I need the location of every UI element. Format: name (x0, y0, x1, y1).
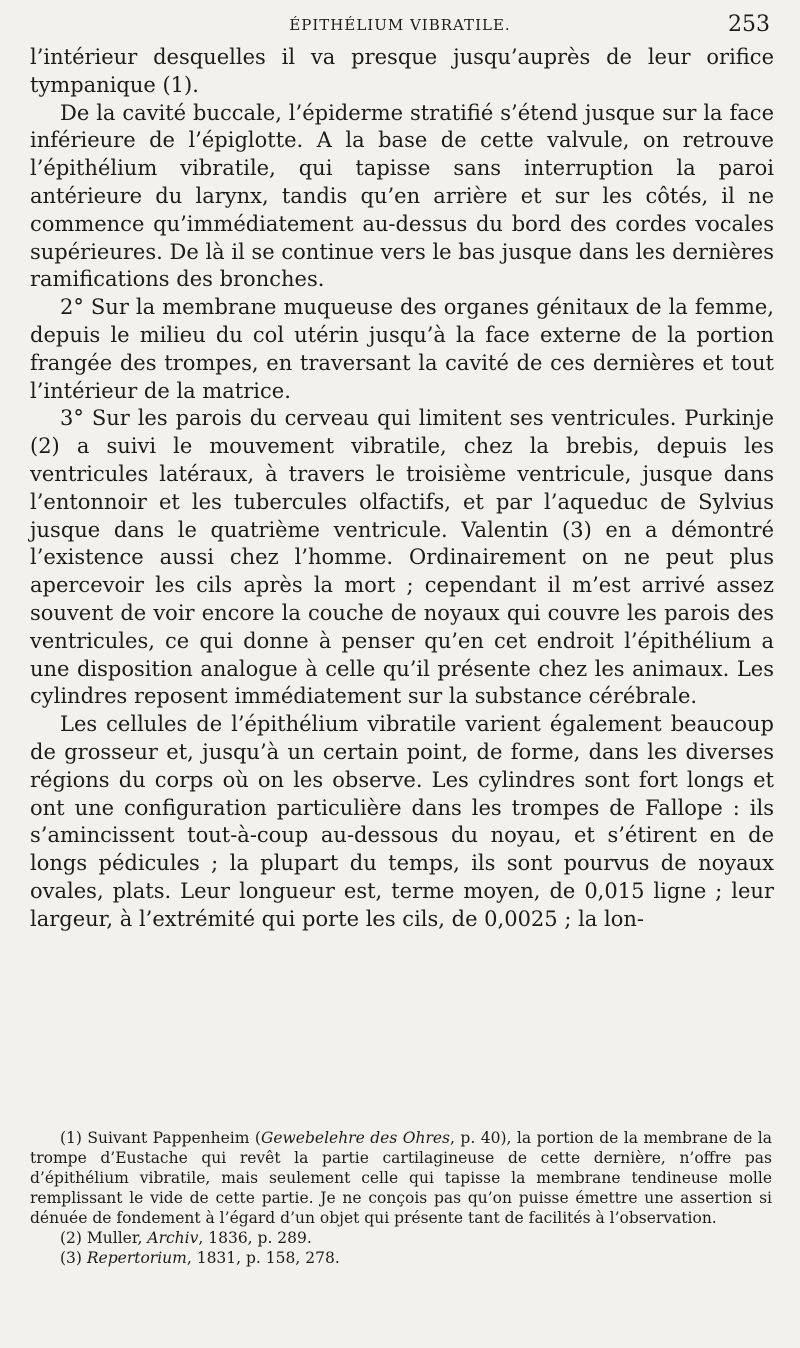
footnote (30, 1228, 772, 1248)
paragraph: De la cavité buccale, l’épiderme stratifié s’étend jusque sur la face inférieure de l’épiglotte. A la base de cette valvule, on retrouve l’épithélium vibratile, qui tapisse sans interruption la paroi antérieure du larynx, tandis qu’en arrière et sur les côtés, il ne commence qu’immédiatement au-dessus du bord des cordes vocales supérieures. De là il se continue vers le bas jusque dans les dernières ramifications des bronches. (30, 100, 774, 292)
citation-title: Archiv (147, 1229, 199, 1247)
paragraph: 2° Sur la membrane muqueuse des organes génitaux de la femme, depuis le milieu du col utérin jusqu’à la face externe de la portion frangée des trompes, en traversant la cavité de ces dernières et tout l’intérieur de la matrice. (30, 295, 774, 403)
footnote-text: (3) (60, 1249, 87, 1267)
paragraph: l’intérieur desquelles il va presque jusqu’auprès de leur orifice tympanique (1). (30, 45, 774, 97)
paragraph: Les cellules de l’épithélium vibratile varient également beaucoup de grosseur et, jusqu’à un certain point, de forme, dans les diverses régions du corps où on les observe. Les cylindres sont fort longs et ont une configuration particulière dans les trompes de Fallope : ils s’amincissent tout-à-coup au-dessous du noyau, et s’étirent en de longs pédicules ; la plupart du temps, ils sont pourvus de noyaux ovales, plats. Leur longueur est, terme moyen, de 0,015 ligne ; leur largeur, à l’extrémité qui porte les cils, de 0,0025 ; la lon- (30, 712, 774, 931)
citation-title: Gewebelehre des Ohres (260, 1129, 450, 1147)
citation-title: Repertorium (86, 1249, 187, 1267)
footnote (30, 1128, 772, 1228)
footnote-text: , 1836, p. 289. (198, 1229, 312, 1247)
footnotes (30, 1128, 772, 1268)
footnote-text: , 1831, p. 158, 278. (186, 1249, 340, 1267)
main-text (30, 44, 774, 934)
page-header (0, 12, 800, 42)
footnote (30, 1248, 772, 1268)
footnote-text: , p. 40), la portion de la membrane de la trompe d’Eustache qui revêt la partie cartilagineuse de cette dernière, n’offre pas d’épithélium vibratile, mais seulement celle qui tapisse la membrane tendineuse molle remplissant le vide de cette partie. Je ne conçois pas qu’on puisse émettre une assertion si dénuée de fondement à l’égard d’un objet qui présente tant de facilités à l’observation. (30, 1129, 772, 1227)
paragraph: 3° Sur les parois du cerveau qui limitent ses ventricules. Purkinje (2) a suivi le mouvement vibratile, chez la brebis, depuis les ventricules latéraux, à travers le troisième ventricule, jusque dans l’entonnoir et les tubercules olfactifs, et par l’aqueduc de Sylvius jusque dans le quatrième ventricule. Valentin (3) en a démontré l’existence aussi chez l’homme. Ordinairement on ne peut plus apercevoir les cils après la mort ; cependant il m’est arrivé assez souvent de voir encore la couche de noyaux qui couvre les parois des ventricules, ce qui donne à penser qu’en cet endroit l’épithélium a une disposition analogue à celle qu’il présente chez les animaux. Les cylindres reposent immédiatement sur la substance cérébrale. (30, 406, 774, 709)
footnote-text: (2) Muller, (60, 1229, 148, 1247)
running-title: ÉPITHÉLIUM VIBRATILE. (289, 16, 511, 34)
page-number: 253 (728, 12, 770, 37)
footnote-text: (1) Suivant Pappenheim ( (60, 1129, 261, 1147)
